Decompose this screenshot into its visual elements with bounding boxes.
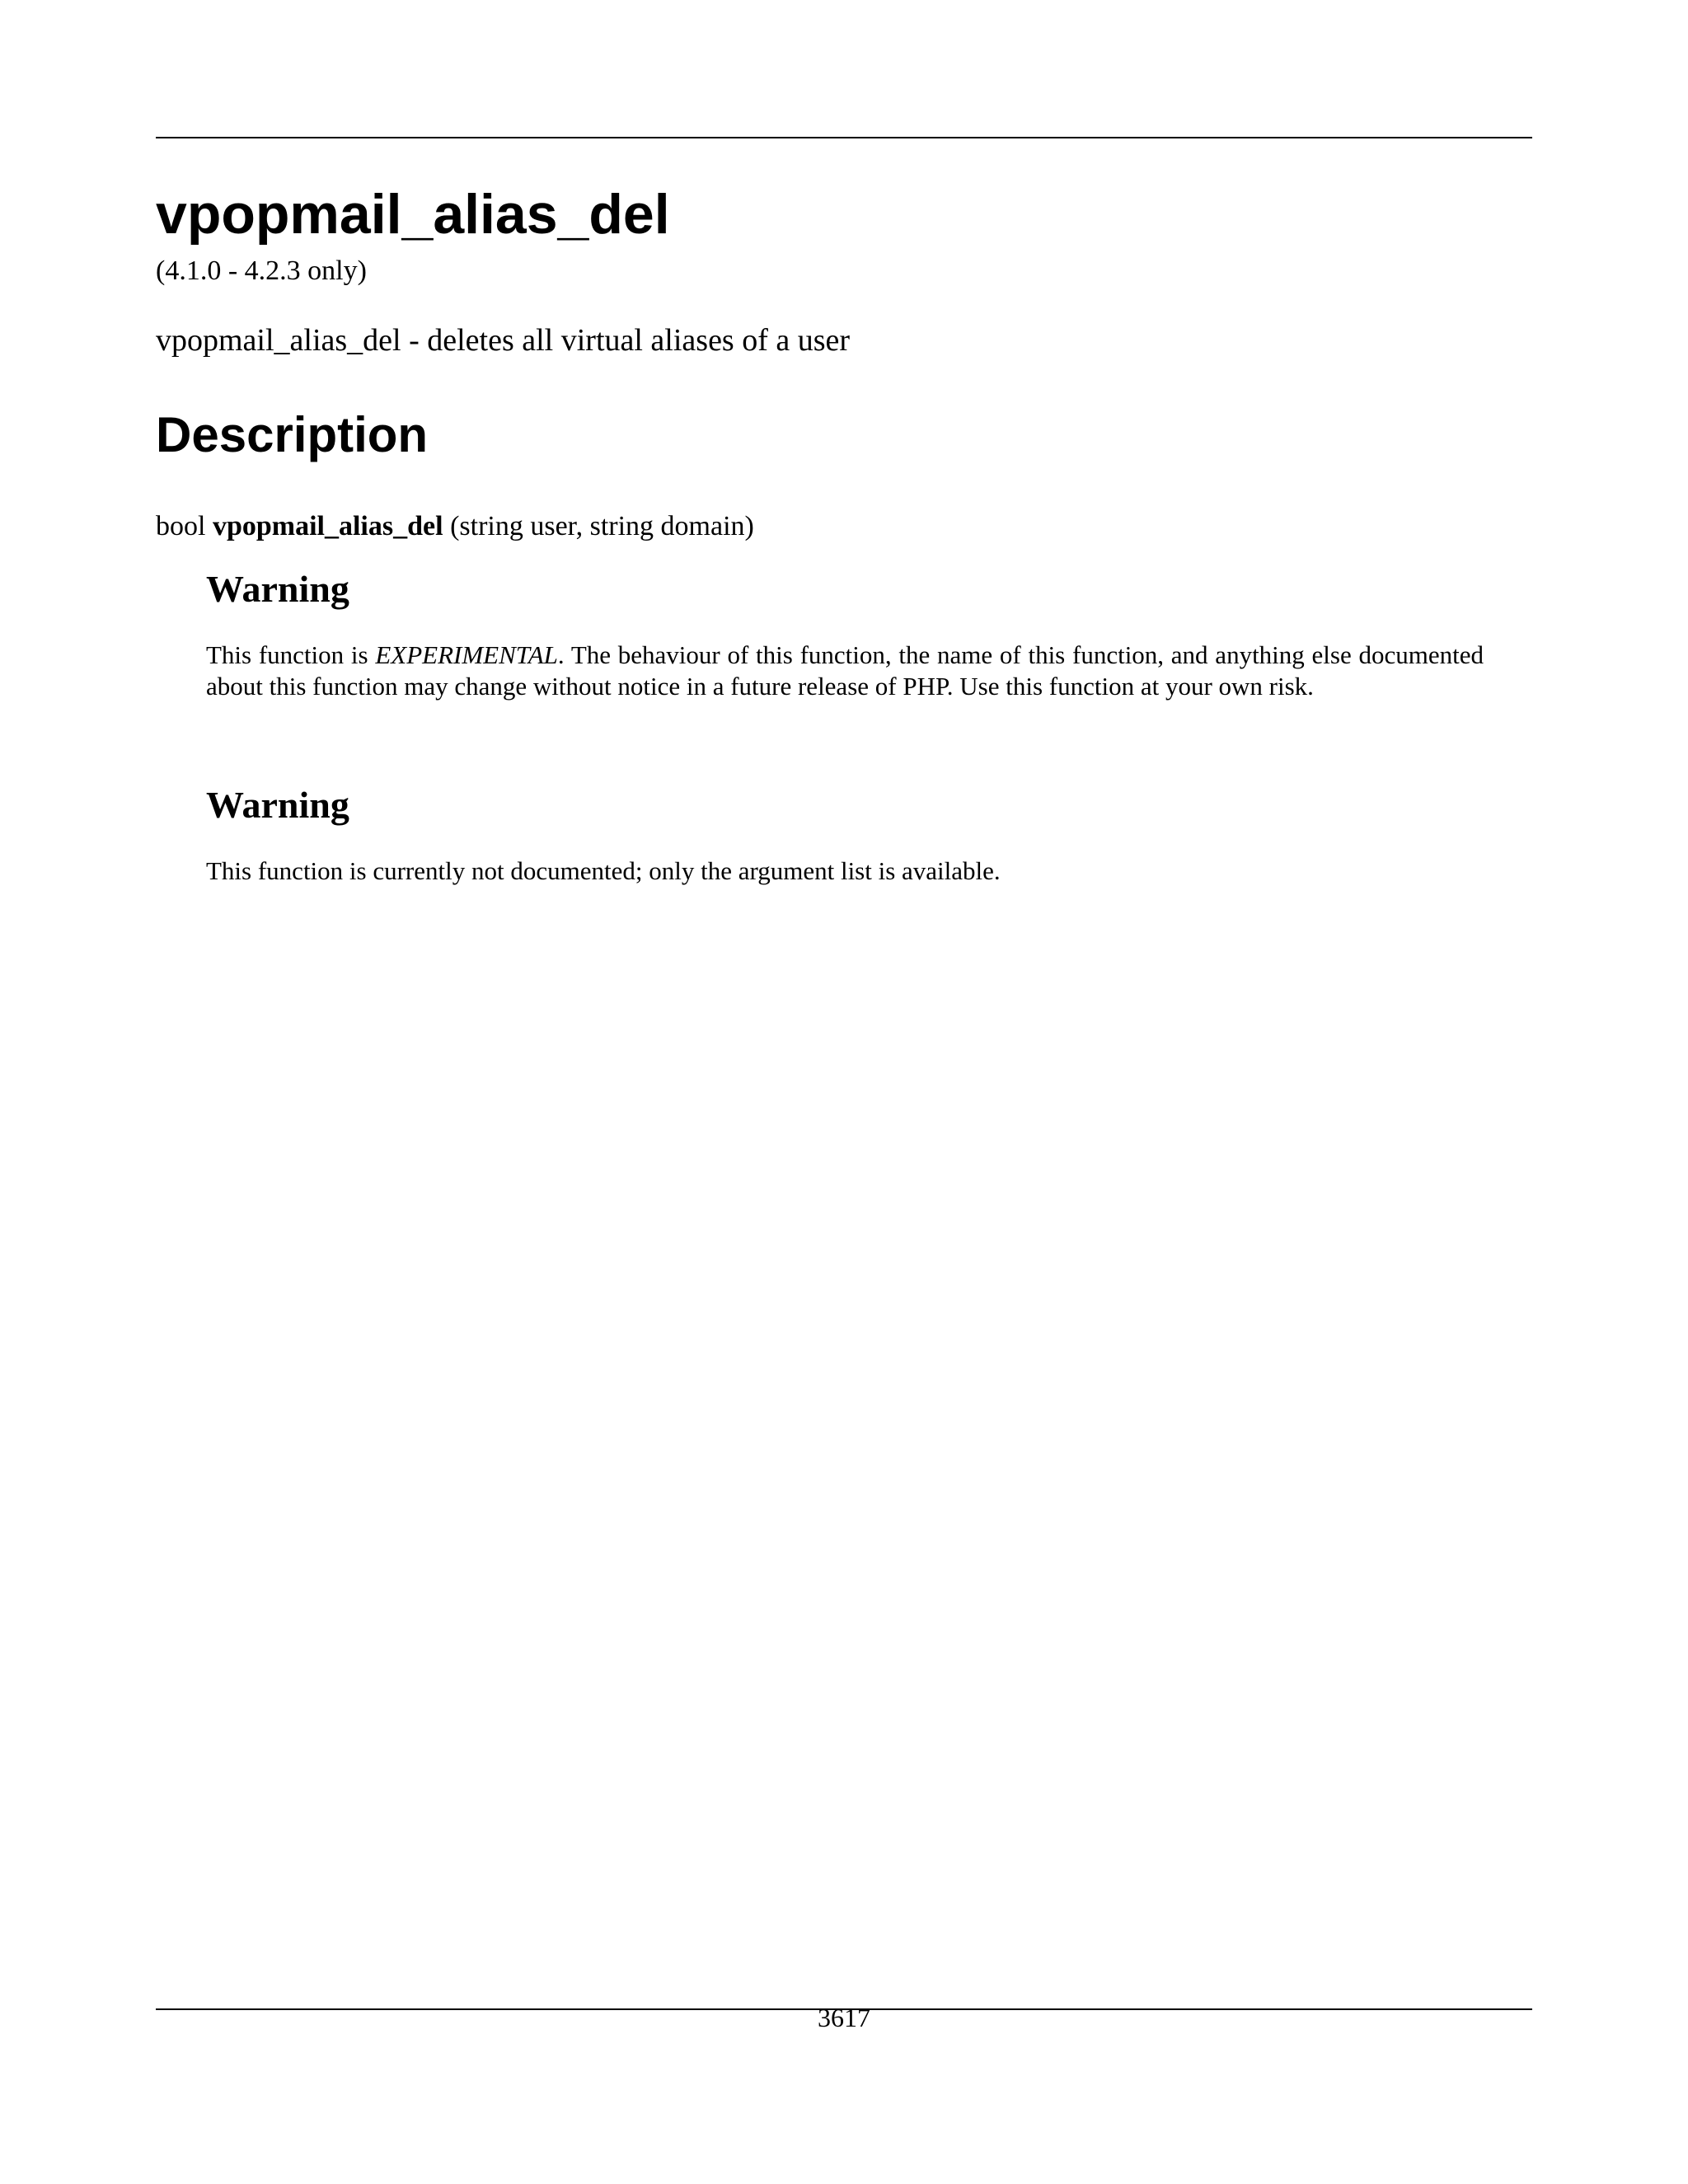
- signature-function-name: vpopmail_alias_del: [212, 511, 443, 541]
- version-info: (4.1.0 - 4.2.3 only): [156, 255, 367, 286]
- function-signature: [156, 513, 754, 541]
- description-heading: Description: [156, 407, 429, 462]
- signature-return-type: bool: [156, 511, 213, 541]
- function-title: vpopmail_alias_del: [156, 183, 670, 246]
- experimental-emphasis: EXPERIMENTAL: [375, 640, 558, 669]
- experimental-warning-text: [206, 640, 1484, 702]
- undocumented-warning-text: This function is currently not documented; only the argument list is available.: [206, 856, 1001, 885]
- experimental-warning-prefix: This function is: [206, 640, 376, 669]
- header-rule: [156, 137, 1532, 138]
- undocumented-warning-title: Warning: [206, 784, 349, 826]
- function-purpose: vpopmail_alias_del - deletes all virtual aliases of a user: [156, 323, 851, 358]
- experimental-warning-title: Warning: [206, 568, 349, 610]
- experimental-warning-suffix: . The behaviour of this function, the name of this function, and anything else documented about this function may change without notice in a future release of PHP. Use this function at your own risk.: [206, 640, 1484, 701]
- page-number: 3617: [818, 2003, 870, 2032]
- signature-params: (string user, string domain): [443, 511, 754, 541]
